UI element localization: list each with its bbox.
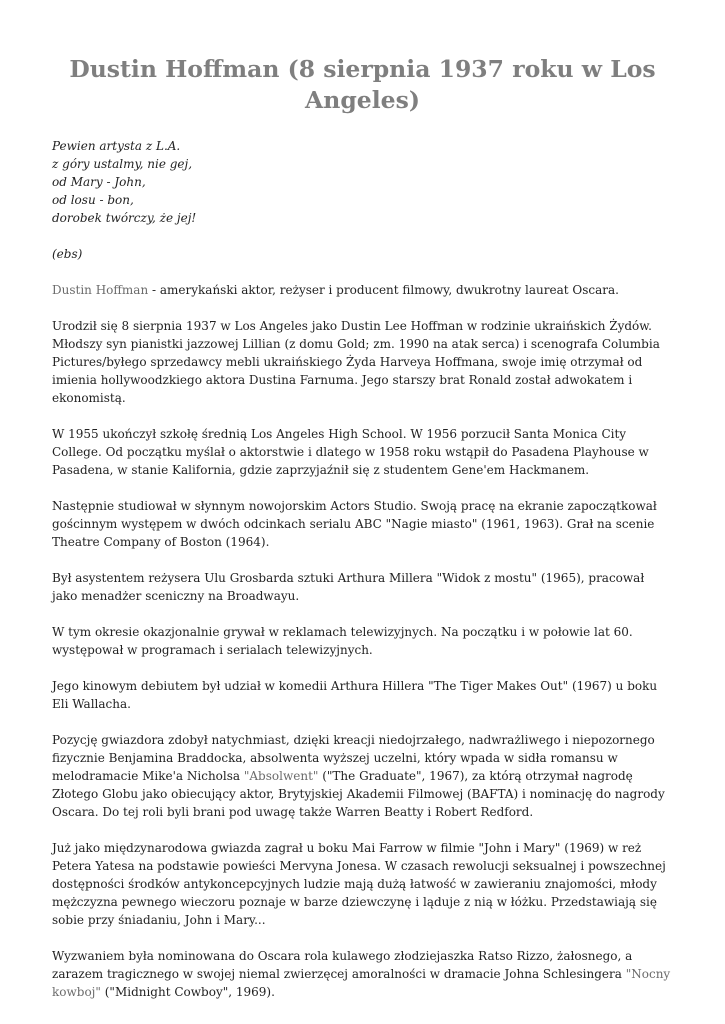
poem-line: od Mary - John, [52,175,146,189]
poem-line: z góry ustalmy, nie gej, [52,157,193,171]
paragraph-early-life: Urodził się 8 sierpnia 1937 w Los Angeles jako Dustin Lee Hoffman w rodzinie ukraińskich Żydów. Młodszy syn pianistki jazzowej Lillian (z domu Gold; zm. 1990 na atak serca) i scenografa Columbia Pictures/byłego sprzedawcy mebli ukraińskiego Żyda Harveya Hoffmana, swoje imię otrzymał od imienia hollywoodzkiego aktora Dustina Farnuma. Jego starszy brat Ronald został adwokatem i ekonomistą. [52,319,660,405]
poem [52,137,673,227]
intro-text: - amerykański aktor, reżyser i producent filmowy, dwukrotny laureat Oscara. [148,283,619,297]
poem-line: od losu - bon, [52,193,134,207]
graduate-text-after: ("The Graduate", 1967), za którą otrzymał nagrodę Złotego Globu jako obiecujący aktor, Brytyjskiej Akademii Filmowej (BAFTA) i nominację do nagrody Oscara. Do tej roli byli brani pod uwagę także Warren Beatty i Robert Redford. [52,769,665,819]
paragraph-television: W tym okresie okazjonalnie grywał w reklamach telewizyjnych. Na początku i w połowie lat 60. występował w programach i serialach telewizyjnych. [52,625,633,657]
paragraph-john-and-mary: Już jako międzynarodowa gwiazda zagrał u boku Mai Farrow w filmie "John i Mary" (1969) w reż Petera Yatesa na podstawie powieści Mervyna Jonesa. W czasach rewolucji seksualnej i powszechnej dostępności środków antykoncepcyjnych ludzie mają dużą łatwość w zawieraniu znajomości, młody mężczyzna pewnego wieczoru poznaje w barze dziewczynę i ląduje z nią w łóżku. Przedstawiają się sobie przy śniadaniu, John i Mary... [52,841,666,927]
absolwent-link[interactable]: "Absolwent" [243,769,319,783]
nocny-kowboj-link[interactable]: "Nocny kowboj" [52,967,671,999]
paragraph-actors-studio: Następnie studiował w słynnym nowojorskim Actors Studio. Swoją pracę na ekranie zapoczątkował gościnnym występem w dwóch odcinkach serialu ABC "Nagie miasto" (1961, 1963). Grał na scenie Theatre Company of Boston (1964). [52,499,657,549]
cowboy-text-before: Wyzwaniem była nominowana do Oscara rola kulawego złodziejaszka Ratso Rizzo, żałosnego, a zarazem tragicznego w swojej niemal zwierzęcej amoralności w dramacie Johna Schlesingera [52,949,633,981]
cowboy-text-after: ("Midnight Cowboy", 1969). [100,985,275,999]
intro-paragraph [52,281,673,299]
dustin-hoffman-link[interactable]: Dustin Hoffman [52,283,149,297]
poem-line: dorobek twórczy, że jej! [52,211,197,225]
graduate-text-before: Pozycję gwiazdora zdobył natychmiast, dzięki kreacji niedojrzałego, nadwrażliwego i niepozornego fizycznie Benjamina Braddocka, absolwenta wyższej uczelni, który wpada w sidła romansu w melodramacie Mike'a Nicholsa [52,733,655,783]
poem-line: Pewien artysta z L.A. [52,139,181,153]
page-title: Dustin Hoffman (8 sierpnia 1937 roku w Los Angeles) [69,55,656,114]
paragraph-film-debut: Jego kinowym debiutem był udział w komedii Arthura Hillera "The Tiger Makes Out" (1967) u boku Eli Wallacha. [52,679,658,711]
paragraph-midnight-cowboy [52,947,673,1001]
paragraph-assistant-director: Był asystentem reżysera Ulu Grosbarda sztuki Arthura Millera "Widok z mostu" (1965), pracował jako menadżer sceniczny na Broadwayu. [52,571,645,603]
paragraph-graduate [52,731,673,821]
poem-signature: (ebs) [52,247,83,261]
paragraph-education: W 1955 ukończył szkołę średnią Los Angeles High School. W 1956 porzucił Santa Monica City College. Od początku myślał o aktorstwie i dlatego w 1958 roku wstąpił do Pasadena Playhouse w Pasadena, w stanie Kalifornia, gdzie zaprzyjaźnił się z studentem Gene'em Hackmanem. [52,427,649,477]
